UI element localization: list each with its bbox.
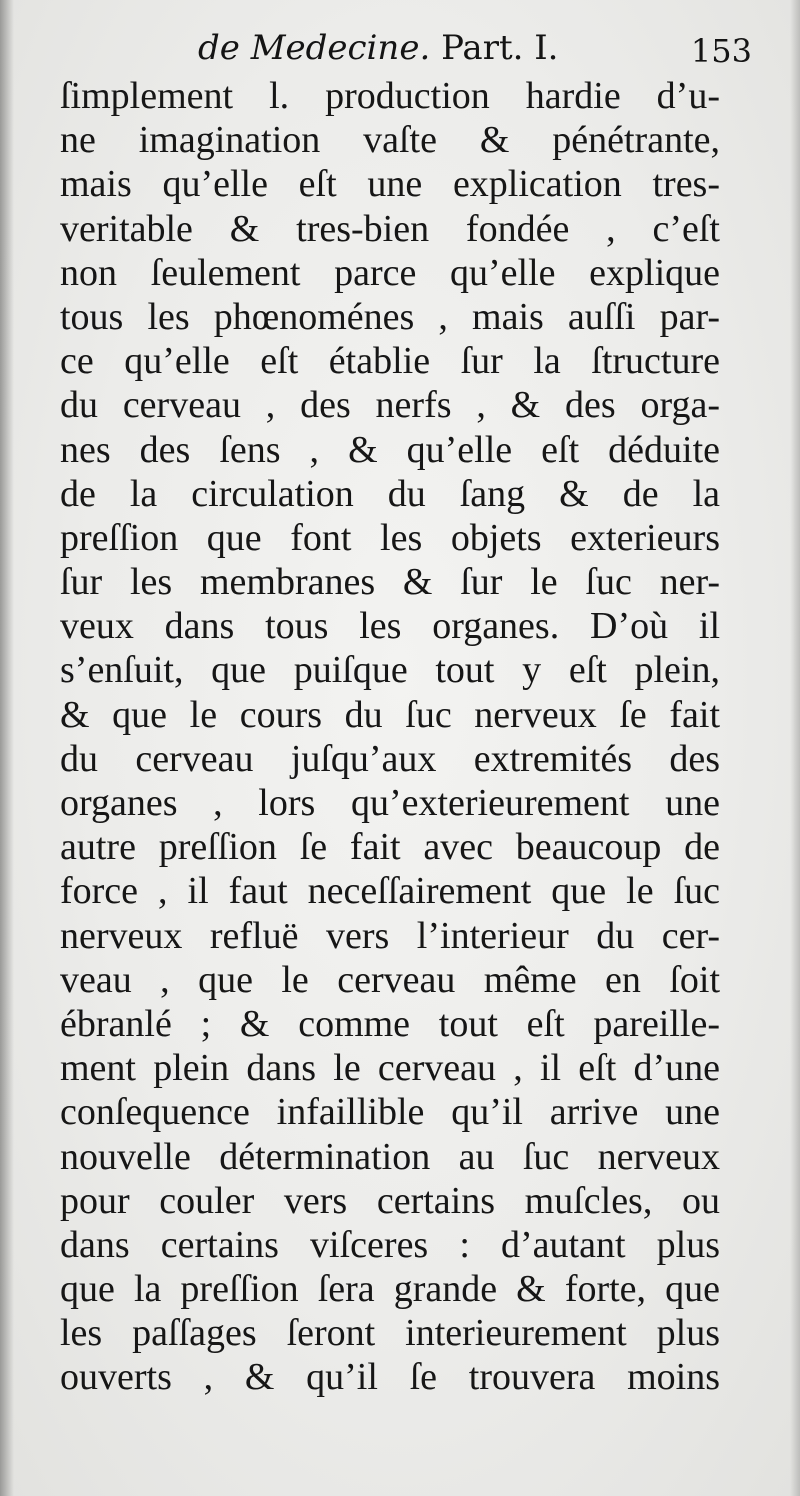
text-line: force , il faut neceſſairement que le ſuc xyxy=(60,870,720,913)
text-line: ébranlé ; & comme tout eſt pareille- xyxy=(60,1002,720,1045)
text-line: & que le cours du ſuc nerveux ſe fait xyxy=(60,693,720,736)
text-line: du cerveau juſqu’aux extremités des xyxy=(60,737,720,780)
text-line: veux dans tous les organes. D’où il xyxy=(60,605,720,648)
text-line: pour couler vers certains muſcles, ou xyxy=(60,1179,720,1222)
text-line: non ſeulement parce qu’elle explique xyxy=(60,251,720,294)
text-line: mais qu’elle eſt une explication tres- xyxy=(60,163,720,206)
text-line: ne imagination vaſte & pénétrante, xyxy=(60,119,720,162)
text-line: veritable & tres-bien fondée , c’eſt xyxy=(60,207,720,250)
text-line: nouvelle détermination au ſuc nerveux xyxy=(60,1135,720,1178)
text-line: ment plein dans le cerveau , il eſt d’une xyxy=(60,1047,720,1090)
text-line: preſſion que font les objets exterieurs xyxy=(60,516,720,559)
text-line: que la preſſion ſera grande & forte, que xyxy=(60,1268,720,1311)
body-text xyxy=(60,74,720,1400)
text-line: nerveux refluë vers l’interieur du cer- xyxy=(60,914,720,957)
text-line: veau , que le cerveau même en ſoit xyxy=(60,958,720,1001)
text-line: de la circulation du ſang & de la xyxy=(60,472,720,515)
text-line: conſequence infaillible qu’il arrive une xyxy=(60,1091,720,1134)
text-line: ouverts , & qu’il ſe trouvera moins xyxy=(60,1356,720,1399)
page-header xyxy=(62,22,752,72)
text-line: ſimplement l. production hardie d’u- xyxy=(60,75,720,117)
text-line: ſur les membranes & ſur le ſuc ner- xyxy=(60,561,720,604)
page-number: 153 xyxy=(690,32,752,70)
text-line: autre preſſion ſe fait avec beaucoup de xyxy=(60,826,720,869)
text-line: du cerveau , des nerfs , & des orga- xyxy=(60,384,720,427)
text-line: tous les phœnoménes , mais auſſi par- xyxy=(60,295,720,338)
text-line: organes , lors qu’exterieurement une xyxy=(60,782,720,824)
text-line: dans certains viſceres : d’autant plus xyxy=(60,1223,720,1266)
running-head xyxy=(198,28,558,68)
text-line: ce qu’elle eſt établie ſur la ſtructure xyxy=(60,340,720,383)
text-line: s’enſuit, que puiſque tout y eſt plein, xyxy=(60,649,720,692)
text-line: les paſſages ſeront interieurement plus xyxy=(60,1312,720,1355)
running-title: de Medecine. xyxy=(198,28,431,68)
part-label: Part. I. xyxy=(441,28,559,68)
text-line: nes des ſens , & qu’elle eſt déduite xyxy=(60,428,720,471)
